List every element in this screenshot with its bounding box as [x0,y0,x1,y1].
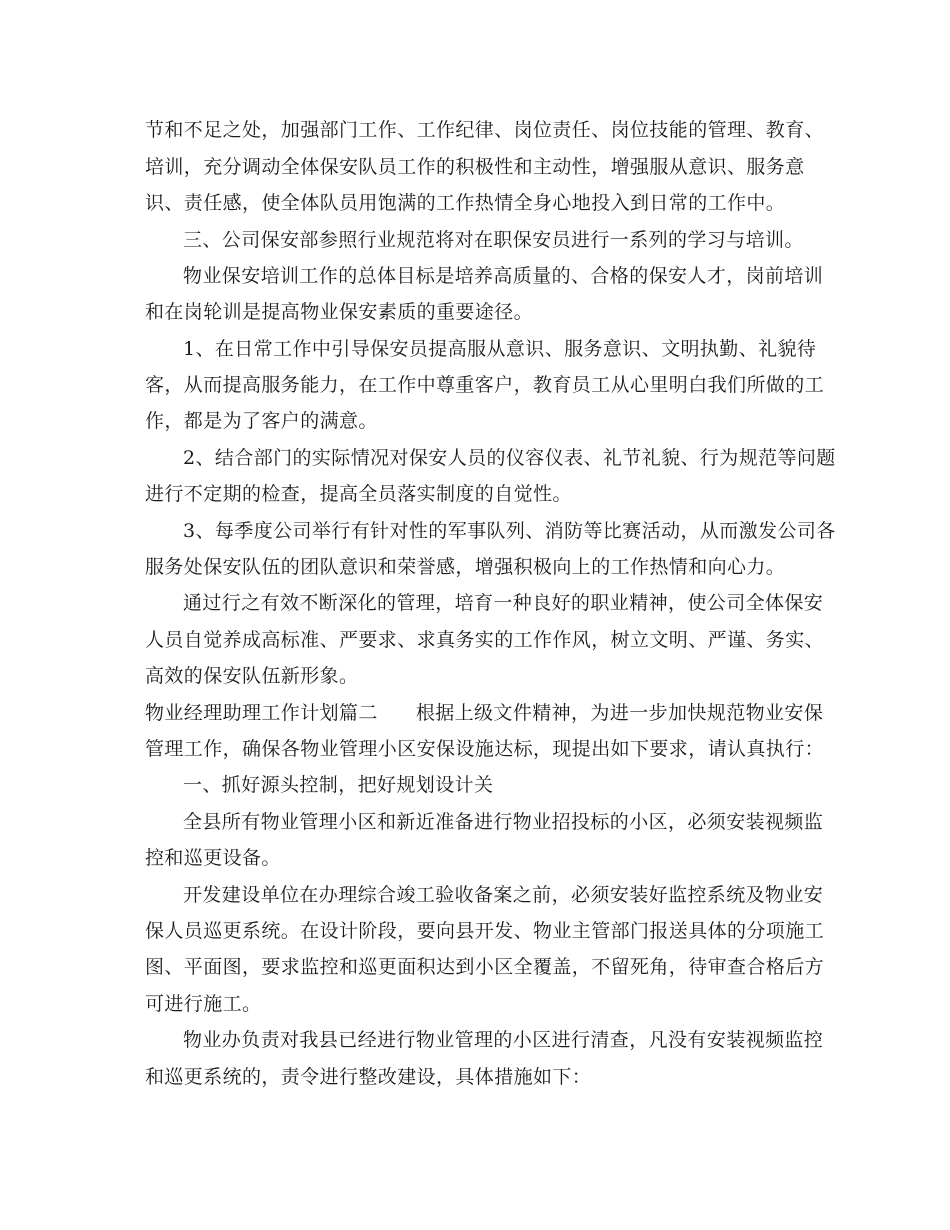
text-line: 物业办负责对我县已经进行物业管理的小区进行清查，凡没有安装视频监控 [183,1029,824,1051]
text-line: 控和巡更设备。 [145,847,281,869]
text-line: 和在岗轮训是提高物业保安素质的重要途径。 [145,301,534,323]
text-line: 客，从而提高服务能力，在工作中尊重客户，教育员工从心里明白我们所做的工 [145,374,825,396]
text-line: 三、公司保安部参照行业规范将对在职保安员进行一系列的学习与培训。 [183,229,804,251]
section-heading-line [145,701,823,725]
text-line: 作，都是为了客户的满意。 [145,410,378,432]
text-line: 识、责任感，使全体队员用饱满的工作热情全身心地投入到日常的工作中。 [145,192,786,214]
text-line: 高效的保安队伍新形象。 [145,665,359,687]
text-line: 和巡更系统的，责令进行整改建设，具体措施如下： [145,1066,592,1088]
text-line: 管理工作，确保各物业管理小区安保设施达标，现提出如下要求，请认真执行： [145,738,825,760]
text-line: 一、抓好源头控制，把好规划设计关 [183,774,494,796]
text-line: 1、在日常工作中引导保安员提高服从意识、服务意识、文明执勤、礼貌待 [183,338,817,360]
text-line: 2、结合部门的实际情况对保安人员的仪容仪表、礼节礼貌、行为规范等问题 [183,447,836,469]
text-line: 3、每季度公司举行有针对性的军事队列、消防等比赛活动，从而激发公司各 [183,520,836,542]
text-line: 根据上级文件精神，为进一步加快规范物业安保 [415,702,824,724]
text-line: 节和不足之处，加强部门工作、工作纪律、岗位责任、岗位技能的管理、教育、 [145,119,825,141]
text-line: 通过行之有效不断深化的管理，培育一种良好的职业精神，使公司全体保安 [183,592,824,614]
text-line: 物业保安培训工作的总体目标是培养高质量的、合格的保安人才，岗前培训 [183,265,824,287]
text-line: 全县所有物业管理小区和新近准备进行物业招投标的小区，必须安装视频监 [183,811,824,833]
text-line: 人员自觉养成高标准、严要求、求真务实的工作作风，树立文明、严谨、务实、 [145,629,825,651]
section-heading: 物业经理助理工作计划篇二 [145,702,378,724]
text-line: 图、平面图，要求监控和巡更面积达到小区全覆盖，不留死角，待审查合格后方 [145,956,825,978]
text-line: 培训，充分调动全体保安队员工作的积极性和主动性，增强服从意识、服务意 [145,156,805,178]
text-line: 开发建设单位在办理综合竣工验收备案之前，必须安装好监控系统及物业安 [183,884,824,906]
text-line: 服务处保安队伍的团队意识和荣誉感，增强积极向上的工作热情和向心力。 [145,556,786,578]
text-line: 保人员巡更系统。在设计阶段，要向县开发、物业主管部门报送具体的分项施工 [145,920,825,942]
text-line: 进行不定期的检查，提高全员落实制度的自觉性。 [145,483,572,505]
text-line: 可进行施工。 [145,993,262,1015]
